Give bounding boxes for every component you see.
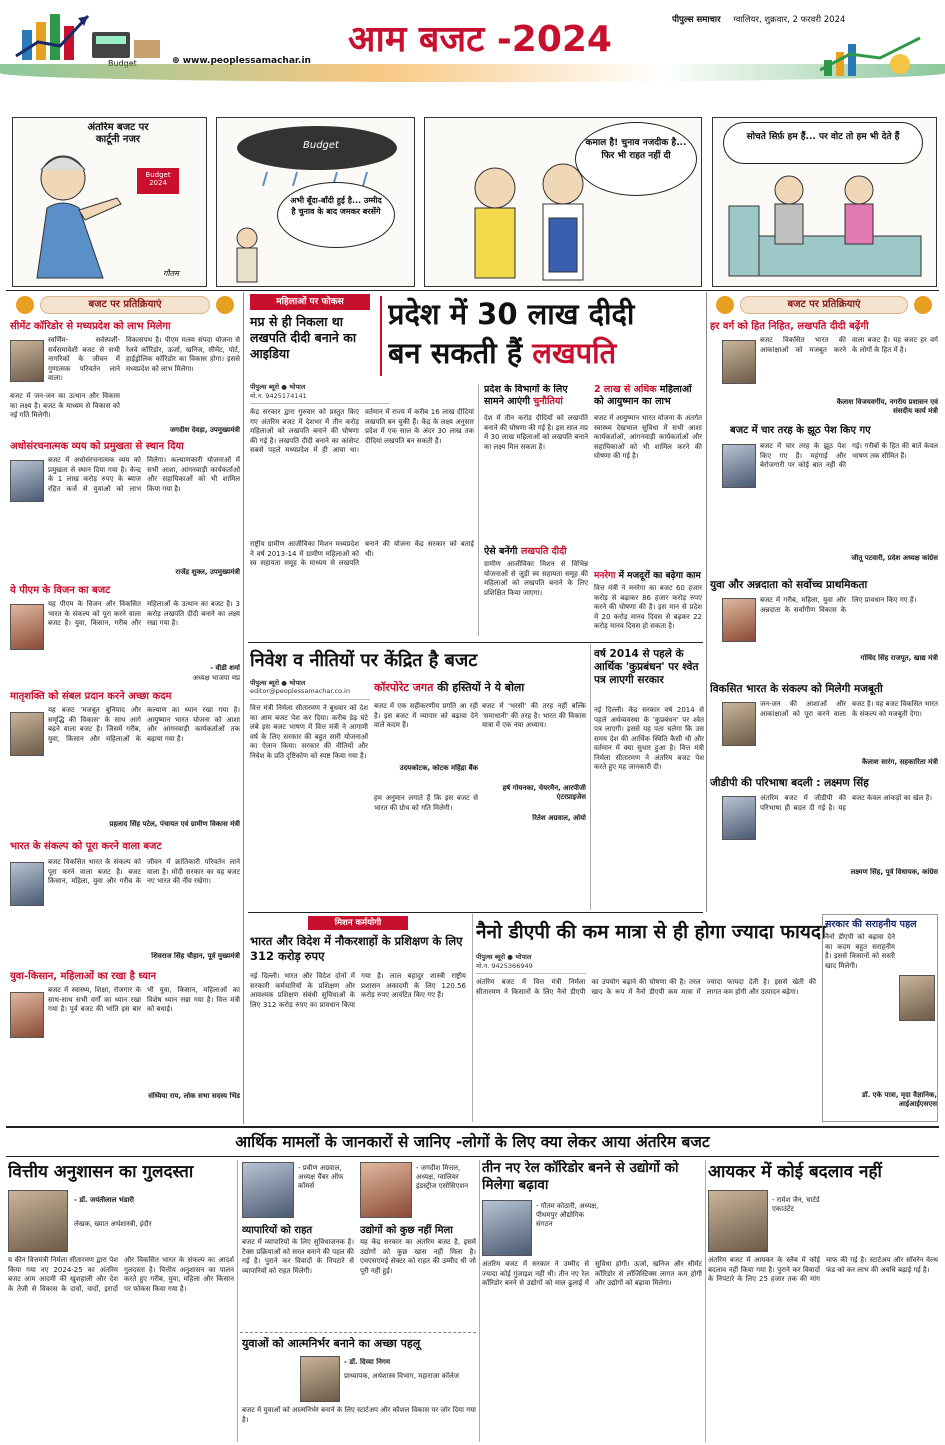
reaction-text: यह बजट 'मजबूत बुनियाद और समृद्धि की विकास' के साथ आगे बढ़ने वाला बजट है। जिसमें गरीब, युवा, किसान और महिलाओं के कल्याण का ध्यान रखा गया है। आयुष्मान भारत योजना को आशा और आंगनवाड़ी कार्यकर्ताओं तक बढ़ाया गया है। <box>48 706 240 743</box>
finance-minister-caricature <box>17 138 137 284</box>
bureau-name: पीपुल्स ब्यूरो ● भोपाल <box>250 679 306 687</box>
expert-column-1 <box>8 1160 234 1442</box>
story-headline: निवेश व नीतियों पर केंद्रित है बजट <box>250 650 478 671</box>
expert-column-4 <box>708 1160 938 1442</box>
city-date: ग्वालियर, शुक्रवार, 2 फरवरी 2024 <box>733 15 846 25</box>
nano-reaction-box <box>822 914 938 1122</box>
column-headline: वित्तीय अनुशासन का गुलदस्ता <box>8 1162 194 1182</box>
column-divider <box>479 1160 480 1442</box>
quote-author: हर्ष गोयनका, चेयरमैन, आरपीजी एंटरप्राइजेस <box>502 784 586 801</box>
portrait-photo <box>722 796 756 840</box>
signature-role: अध्यक्ष भाजपा मप्र <box>192 674 240 682</box>
publication-name: पीपुल्स समाचार <box>672 15 721 25</box>
expert-column-2 <box>240 1160 476 1442</box>
portrait-photo <box>722 598 756 642</box>
portrait-photo <box>10 862 44 906</box>
headline: हर वर्ग को हित निहित, लखपति दीदी बढ़ेंगी <box>710 321 869 332</box>
subhead <box>484 384 588 412</box>
column-divider <box>243 292 244 1124</box>
couple-on-sofa <box>719 166 931 284</box>
reaction-text: जन-जन की आशाओं और आकांक्षाओं को पूरा करने वाला बजट है। यह बजट विकसित भारत के संकल्प को मजबूती देगा। <box>760 700 938 718</box>
speech-bubble: सोचते सिर्फ़ हम हैं... पर वोट तो हम भी देते हैं <box>723 122 923 164</box>
right-logo-graphic <box>820 34 940 80</box>
lead-headline-line1: प्रदेश में 30 लाख दीदी <box>388 297 635 331</box>
byline <box>250 382 390 404</box>
lead-headline-line2 <box>388 334 700 374</box>
story-body: केंद्र सरकार द्वारा गुरुवार को प्रस्तुत किए गए अंतरिम बजट में देशभर में तीन करोड़ महिलाओं को लखपति बनाने की घोषणा की गई है। लखपति दीदी बनाने का कांसेप्ट सबसे पहले मध्यप्रदेश में ही आया था। वर्तमान में राज्य में करीब 16 लाख दीदियां लखपति बन चुकी हैं। केंद्र के लक्ष्य अनुसार प्रदेश में एक साल के अंदर 30 लाख तक दीदियां लखपति बन सकती हैं। <box>250 408 474 454</box>
portrait-photo <box>722 702 756 746</box>
divider <box>6 1126 939 1128</box>
speech-bubble: कमाल है! चुनाव नजदीक है... फिर भी राहत नहीं दी <box>575 122 697 196</box>
subhead <box>374 680 586 696</box>
divider <box>240 1332 476 1333</box>
cartoon-panel-4 <box>712 117 937 287</box>
section-header: बजट पर प्रतिक्रियाएं <box>40 296 210 314</box>
mobile-number: मो.न. 9425174141 <box>250 392 307 400</box>
subhead-highlight: 2 लाख से अधिक <box>594 384 657 395</box>
lead-headline-text: बन सकती हैं <box>388 336 523 370</box>
headline: ये पीएम के विजन का बजट <box>10 585 111 596</box>
signature: जगदीश देवड़ा, उपमुख्यमंत्री <box>169 426 240 434</box>
section-header: बजट पर प्रतिक्रियाएं <box>740 296 908 314</box>
portrait-photo <box>300 1356 340 1402</box>
subhead <box>484 544 588 558</box>
byline <box>476 952 586 974</box>
author-name: - गौतम कोठारी, अध्यक्ष, पीथमपुर औद्योगिक संगठन <box>536 1202 599 1228</box>
divider <box>6 290 939 291</box>
mobile-number: मो.न. 9425366949 <box>476 962 533 970</box>
bureau-name: पीपुल्स ब्यूरो ● भोपाल <box>476 953 532 961</box>
man-with-umbrella <box>223 218 283 286</box>
mission-karmayogi-story <box>248 914 468 1124</box>
author-name: - डॉ. जयंतीलाल भंडारी <box>74 1196 134 1204</box>
cloud-budget-label: Budget <box>303 140 339 151</box>
signature: कैलाश सारंग, सहकारिता मंत्री <box>862 758 938 766</box>
portrait-photo <box>899 975 935 1021</box>
portrait-photo <box>8 1190 68 1252</box>
subhead-highlight: चुनौतियां <box>533 396 563 407</box>
left-column <box>10 292 240 1124</box>
story-body: वित्त मंत्री ने मनरेगा का बजट 60 हजार करोड़ से बढ़ाकर 86 हजार करोड़ रुपए करने की घोषणा की है। इस मान से प्रदेश में 20 करोड़ मानव दिवस से बढ़कर 22 करोड़ मानव दिवस हो सकता है। <box>594 584 702 630</box>
reaction-text: बजट में अधोसंरचनात्मक व्यय को प्रमुखता से स्थान दिया गया है। केन्द्र के 1 लाख करोड़ रुपए के ब्याज रहित कर्ज से युवाओं को लाभ मिलेगा। कल्याणकारी योजनाओं में सभी आशा, आंगनवाड़ी कार्यकर्ताओं और सहायिकाओं को भी शामिल किया गया है। <box>48 456 240 493</box>
headline: जीडीपी की परिभाषा बदली : लक्ष्मण सिंह <box>710 777 869 789</box>
story-body: देश में तीन करोड़ दीदियों को लखपति बनाने की घोषणा की गई है। इस साल मप्र में 30 लाख महिलाओं को लखपति बनाने का लक्ष्य मिल सकता है। <box>484 414 588 451</box>
website-url[interactable]: www.peoplessamachar.in <box>182 56 311 66</box>
investment-story <box>248 644 588 912</box>
story-headline: भारत और विदेश में नौकरशाहों के प्रशिक्षण के लिए 312 करोड़ रुपए <box>250 934 463 963</box>
right-column <box>710 292 938 912</box>
story-body: अंतरिम बजट में वित्त मंत्री निर्मला सीतारमण ने किसानों के लिए नैनो डीएपी का उपयोग बढ़ाने की घोषणा की है। तरल खाद के रूप में नैनो डीएपी कम मात्रा में ज्यादा फायदा देती है। इससे खेती की लागत कम होगी और उत्पादन बढ़ेगा। <box>476 978 816 996</box>
masthead <box>0 0 945 112</box>
lead-headline-highlight: लखपति <box>532 336 617 370</box>
author-role: प्राध्यापक, अर्थशास्त्र विभाग, महाराजा कॉलेज <box>344 1372 459 1380</box>
subhead-highlight: लखपति दीदी <box>520 546 567 557</box>
signature: शिवराज सिंह चौहान, पूर्व मुख्यमंत्री <box>151 952 240 960</box>
masthead-swoosh <box>0 64 945 82</box>
signature: संध्यिया राय, लोक सभा सदस्य भिंड <box>148 1092 240 1100</box>
article-body: यह केंद्र सरकार का अंतरिम बजट है, इसमें उद्योगों को कुछ खास नहीं मिला है। एमएसएमई सेक्टर को राहत की उम्मीद थी जो पूरी नहीं हुई। <box>360 1238 476 1275</box>
story-headline: नैनो डीएपी की कम मात्रा से ही होगा ज्यादा फायदा <box>476 921 826 943</box>
author-name: - प्रवीण अग्रवाल, अध्यक्ष चैंबर ऑफ कॉमर्स <box>298 1164 344 1190</box>
divider <box>248 912 703 913</box>
column-headline: आयकर में कोई बदलाव नहीं <box>708 1162 882 1182</box>
quote-author: रितेश अग्रवाल, ओयो <box>532 814 586 822</box>
expert-column-3 <box>482 1160 702 1442</box>
reaction-text: बजट में चार तरह के झूठ पेश किए गए हैं। महंगाई और बेरोजगारी पर कोई बात नहीं की गई। गरीबों के हित की बातें केवल भाषण तक सीमित हैं। <box>760 442 938 469</box>
portrait-photo <box>722 444 756 488</box>
portrait-photo <box>360 1162 412 1218</box>
bureau-name: पीपुल्स ब्यूरो ● भोपाल <box>250 383 306 391</box>
white-paper-story <box>594 644 704 912</box>
bottom-banner: आर्थिक मामलों के जानकारों से जानिए -लोगों के लिए क्या लेकर आया अंतरिम बजट <box>235 1133 710 1151</box>
subhead: उद्योगों को कुछ नहीं मिला <box>360 1225 453 1236</box>
subhead-text: महिलाओं को आयुष्मान का लाभ <box>594 384 692 407</box>
headline: बजट में चार तरह के झूठ पेश किए गए <box>730 425 871 436</box>
story-body: वित्त मंत्री निर्मला सीतारमण ने बुधवार को देश का आम बजट पेश कर दिया। करीब डेढ़ घंटे लंबे इस बजट भाषण में वित्त मंत्री ने आगामी वर्ष के लिए सरकार की बहुत सारी योजनाओं का ऐलान किया। सरकार की नीतियों और निवेश के प्रति दृष्टिकोण को स्पष्ट किया गया है। <box>250 704 368 760</box>
signature: लक्ष्मण सिंह, पूर्व विधायक, कांग्रेस <box>850 868 938 876</box>
divider <box>6 1156 939 1157</box>
portrait-photo <box>722 340 756 384</box>
cartoon-panel-2 <box>216 117 415 287</box>
budget-tag: Budget 2024 <box>137 168 179 194</box>
subhead-highlight: मनरेगा <box>594 571 616 581</box>
signature: जीतू पटवारी, प्रदेश अध्यक्ष कांग्रेस <box>851 554 938 562</box>
article-body: बजट में व्यापारियों के लिए सुविधाजनक है। टैक्स प्रक्रियाओं को सरल बनाने की पहल की गई है। पुराने कर विवादों के निपटारे से व्यापारियों को राहत मिलेगी। <box>242 1238 354 1275</box>
email[interactable]: editor@peoplessamachar.co.in <box>250 687 350 695</box>
rain-cloud-graphic <box>227 120 407 190</box>
page-title: आम बजट -2024 <box>348 19 612 60</box>
author-name: - रामेश जैन, चार्टर्ड एकाउंटेंट <box>772 1196 820 1213</box>
article-body: य कीन वित्तमंत्री निर्मला सीतारमण द्वारा पेश किया गया नए 2024-25 का अंतरिम बजट आम आदमी की खुशहाली और देश के तेजी से विकास के दावों, वादों, इरादों और विकसित भारत के संकल्प का आदर्श गुलदस्ता है। वित्तीय अनुशासन का पालन करते हुए गरीब, युवा, महिला और किसान पर फोकस किया गया है। <box>8 1256 234 1293</box>
cartoon-panel-3 <box>424 117 702 287</box>
subhead-text: प्रदेश के विभागों के लिए सामने आएंगी <box>484 384 568 407</box>
article-body: बजट में युवाओं को आत्मनिर्भर बनाने के लिए स्टार्टअप और कौशल विकास पर जोर दिया गया है। <box>242 1406 476 1424</box>
portrait-photo <box>708 1190 768 1252</box>
subhead: व्यापारियों को राहत <box>242 1225 313 1236</box>
author-role: लेखक, ख्यात अर्थशास्त्री, इंदौर <box>74 1220 152 1228</box>
story-body: बजट में आयुष्मान भारत योजना के अंतर्गत स्वास्थ्य देखभाल सुविधा में सभी आशा कार्यकर्ताओं, आंगनवाड़ी कार्यकर्ताओं और सहायिकाओं को भी शामिल करने की घोषणा की गई है। <box>594 414 702 460</box>
kicker-tag: मिशन कर्मयोगी <box>308 916 408 930</box>
signature: प्रहलाद सिंह पटेल, पंचायत एवं ग्रामीण विकास मंत्री <box>109 820 240 828</box>
column-divider <box>705 1160 706 1442</box>
reaction-text: स्वर्णिम- सर्वस्पर्शी- सर्वसमावेशी बजट से सभी नागरिकों के जीवन में गुणात्मक परिवर्तन लाने वाला। <box>48 336 120 382</box>
story-body: ग्रामीण आजीविका मिशन से विभिन्न योजनाओं से जुड़ी स्व सहायता समूह की महिलाओं को लखपति बनाने के लिए प्रशिक्षित किया जाएगा। <box>484 560 588 597</box>
coin-icon <box>16 296 34 314</box>
coin-icon <box>216 296 234 314</box>
cartoon-caption: अंतरिम बजट पर कार्टूनी नजर <box>87 122 149 145</box>
reaction-text: बजट में स्वास्थ्य, शिक्षा, रोजगार के साथ-साथ सभी वर्गों का ध्यान रखा गया है। पूर्व बजट की भांति इस बार भी युवा, किसान, महिलाओं का विशेष ध्यान रखा गया है। वित्त मंत्री को बधाई। <box>48 986 240 1013</box>
speech-bubble: अभी बूँदा-बाँदी हुई है... उम्मीद है चुनाव के बाद जमकर बरसेंगे <box>277 182 395 248</box>
subhead-text: की हस्तियों ने ये बोला <box>437 681 525 694</box>
portrait-photo <box>482 1200 532 1256</box>
quote-author: उदयकोटक, कोटक महिंद्रा बैंक <box>399 764 478 772</box>
headline: सरकार की सराहनीय पहल <box>825 919 917 930</box>
story-body: नई दिल्ली। केंद्र सरकार वर्ष 2014 से पहले अर्थव्यवस्था के 'कुप्रबंधन' पर श्वेत पत्र लाएगी। इससे यह पता चलेगा कि उस समय देश की आर्थिक स्थिति कैसी थी और वर्तमान में क्या सुधार हुआ है। वित्त मंत्री निर्मला सीतारमण ने अंतरिम बजट पेश करते हुए यह जानकारी दी। <box>594 706 704 771</box>
cartoonist-signature: गौतम <box>163 269 179 278</box>
headline: सीमेंट कॉरिडोर से मध्यप्रदेश को लाभ मिलेगा <box>10 321 171 332</box>
signature: - वीडी शर्मा <box>210 664 240 672</box>
subhead: युवाओं को आत्मनिर्भर बनाने का अच्छा पहलू <box>242 1337 421 1350</box>
portrait-photo <box>10 712 44 756</box>
globe-icon: ⊕ <box>172 56 183 66</box>
signature: गोविंद सिंह राजपूत, खाद्य मंत्री <box>860 654 938 662</box>
author-name: - जगदीश मित्तल, अध्यक्ष, ग्वालियर इंडस्ट्रीज एसोसिएशन <box>416 1164 469 1190</box>
subhead-highlight: कॉरपोरेट जगत <box>374 681 434 694</box>
divider <box>248 642 703 643</box>
column-divider <box>237 1160 238 1442</box>
column-divider <box>478 384 479 636</box>
headline: भारत के संकल्प को पूरा करने वाला बजट <box>10 841 162 852</box>
story-body: राष्ट्रीय ग्रामीण आजीविका मिशन मध्यप्रदेश ने वर्ष 2013-14 में ग्रामीण महिलाओं को स्व सहायता समूह के माध्यम से लखपति बनाने की योजना केंद्र सरकार को बताई थी। <box>250 540 474 567</box>
budget-logo-graphic <box>8 6 168 68</box>
headline: विकसित भारत के संकल्प को मिलेगी मजबूती <box>710 683 883 695</box>
column-headline: तीन नए रेल कॉरिडोर बनने से उद्योगों को मिलेगा बढ़ावा <box>482 1160 679 1193</box>
subhead <box>594 568 702 582</box>
quote: बजट में एक सहीकरणीय प्रगति आ रही है। इस बजट में व्यापार को बढ़ावा देने वाले कदम हैं। <box>374 702 478 729</box>
column-divider <box>590 644 591 910</box>
reaction-text: विकासपथ है। पीएम मत्स्य संपदा योजना से रेलवे कॉरिडोर, ऊर्जा, खनिज, सीमेंट, पोर्ट, हाईड्रोलिक कॉरिडोर का विकास होगा। इससे मध्यप्रदेश को लाभ मिलेगा। <box>126 336 240 373</box>
signature: कैलाश विजयवर्गीय, नगरीय प्रशासन एवं संसदीय कार्य मंत्री <box>836 398 938 415</box>
headline-divider <box>380 296 382 376</box>
portrait-photo <box>10 992 44 1038</box>
reaction-text: अंतरिम बजट में जीडीपी की परिभाषा ही बदल दी गई है। यह बजट केवल आंकड़ों का खेल है। <box>760 794 932 812</box>
portrait-photo <box>10 604 44 650</box>
article-body: अंतरिम बजट में सरकार ने उम्मीद से ज्यादा कोई गुंजाइश नहीं थी। तीन नए रेल कॉरिडोर बनने से उद्योगों को माल ढुलाई में सुविधा होगी। ऊर्जा, खनिज और सीमेंट कॉरिडोर से लॉजिस्टिक्स लागत कम होगी और उद्योगों को बढ़ावा मिलेगा। <box>482 1260 702 1287</box>
article-body: अंतरिम बजट में आयकर के स्लैब में कोई बदलाव नहीं किया गया है। पुराने कर विवादों के निपटारे के लिए 25 हजार तक की मांग माफ की गई है। स्टार्टअप और सॉवरेन वेल्थ फंड को कर लाभ की अवधि बढ़ाई गई है। <box>708 1256 938 1283</box>
headline: अधोसंरचनात्मक व्यय को प्रमुखता से स्थान दिया <box>10 441 184 452</box>
coin-icon <box>716 296 734 314</box>
kicker-tag: महिलाओं पर फोकस <box>250 294 370 310</box>
subhead <box>594 384 702 412</box>
reaction-text: यह पीएम के विजन और विकसित भारत के संकल्प को पूरा करने वाला बजट है। युवा, किसान, गरीब और महिलाओं के उत्थान का बजट है। 3 करोड़ लखपति दीदी बनाने का लक्ष्य रखा गया है। <box>48 600 240 627</box>
author-name: - डॉ. दिव्या निगम <box>344 1358 391 1366</box>
portrait-photo <box>10 460 44 502</box>
headline: युवा और अन्नदाता को सर्वोच्च प्राथमिकता <box>710 579 868 591</box>
issue-info <box>672 14 940 30</box>
column-divider <box>472 914 473 1122</box>
column-divider <box>706 292 707 912</box>
story-body: नई दिल्ली। भारत और विदेश दोनों में सरकारी कर्मचारियों के प्रशिक्षण और आवश्यक प्रशिक्षण संबंधी सुविधाओं के लिए 312 करोड़ रुपए का प्रावधान किया गया है। लाल बहादुर शास्त्री राष्ट्रीय प्रशासन अकादमी के लिए 120.56 करोड़ रुपए आवंटित किए गए हैं। <box>250 972 466 1009</box>
side-headline: मप्र से ही निकला था लखपति दीदी बनाने का आइडिया <box>250 314 357 361</box>
subhead-text: में मजदूरों का बढ़ेगा काम <box>618 571 701 581</box>
byline <box>250 678 370 700</box>
lead-story <box>248 292 703 640</box>
quote: बजट में 'भरसी' की तरह नहीं बल्कि 'समाधानी' की तरह है। भारत की विकास यात्रा में एक नया अध्याय। <box>482 702 586 729</box>
two-men-caricature <box>435 148 645 286</box>
reaction-text: बजट विकसित भारत की आकांक्षाओं को मजबूत करने वाला बजट है। यह बजट हर वर्ग के लोगों के हित में है। <box>760 336 938 354</box>
reaction-text: बजट में गरीब, महिला, युवा और अन्नदाता के सर्वांगीण विकास के लिए प्रावधान किए गए हैं। <box>760 596 917 614</box>
reaction-text: बजट में जन-जन का उत्थान और विकास का लक्ष्य है। बजट के माध्यम से विकास को नई गति मिलेगी। <box>10 392 120 419</box>
coin-icon <box>914 296 932 314</box>
portrait-photo <box>242 1162 294 1218</box>
signature: राजेंद्र शुक्ल, उपमुख्यमंत्री <box>175 568 240 576</box>
reaction-text: बजट विकसित भारत के संकल्प को पूरा करने वाला बजट है। बजट किसान, महिला, युवा और गरीब के जीवन में क्रांतिकारी परिवर्तन लाने वाला है। मोदी सरकार का यह बजट नए भारत की नींव रखेगा। <box>48 858 240 885</box>
headline: मातृशक्ति को संबल प्रदान करने अच्छा कदम <box>10 691 172 702</box>
headline: युवा-किसान, महिलाओं का रखा है ध्यान <box>10 971 157 982</box>
reaction-text: नैनो डीएपी को बढ़ावा देने का कदम बहुत सराहनीय है। इससे किसानों को सस्ती खाद मिलेगी। <box>825 933 895 970</box>
subhead-text: ऐसे बनेंगी <box>484 546 518 557</box>
story-headline: वर्ष 2014 से पहले के आर्थिक 'कुप्रबंधन' पर श्वेत पत्र लाएगी सरकार <box>594 648 699 686</box>
cartoon-panel-1 <box>12 117 207 287</box>
portrait-photo <box>10 340 44 382</box>
signature: डॉ. एके पात्रा, मृदा वैज्ञानिक, आईआईएसएस <box>862 1091 937 1108</box>
quote: हम अनुमान लगाते हैं कि इस बजट से भारत की ग्रोथ को गति मिलेगी। <box>374 794 478 812</box>
